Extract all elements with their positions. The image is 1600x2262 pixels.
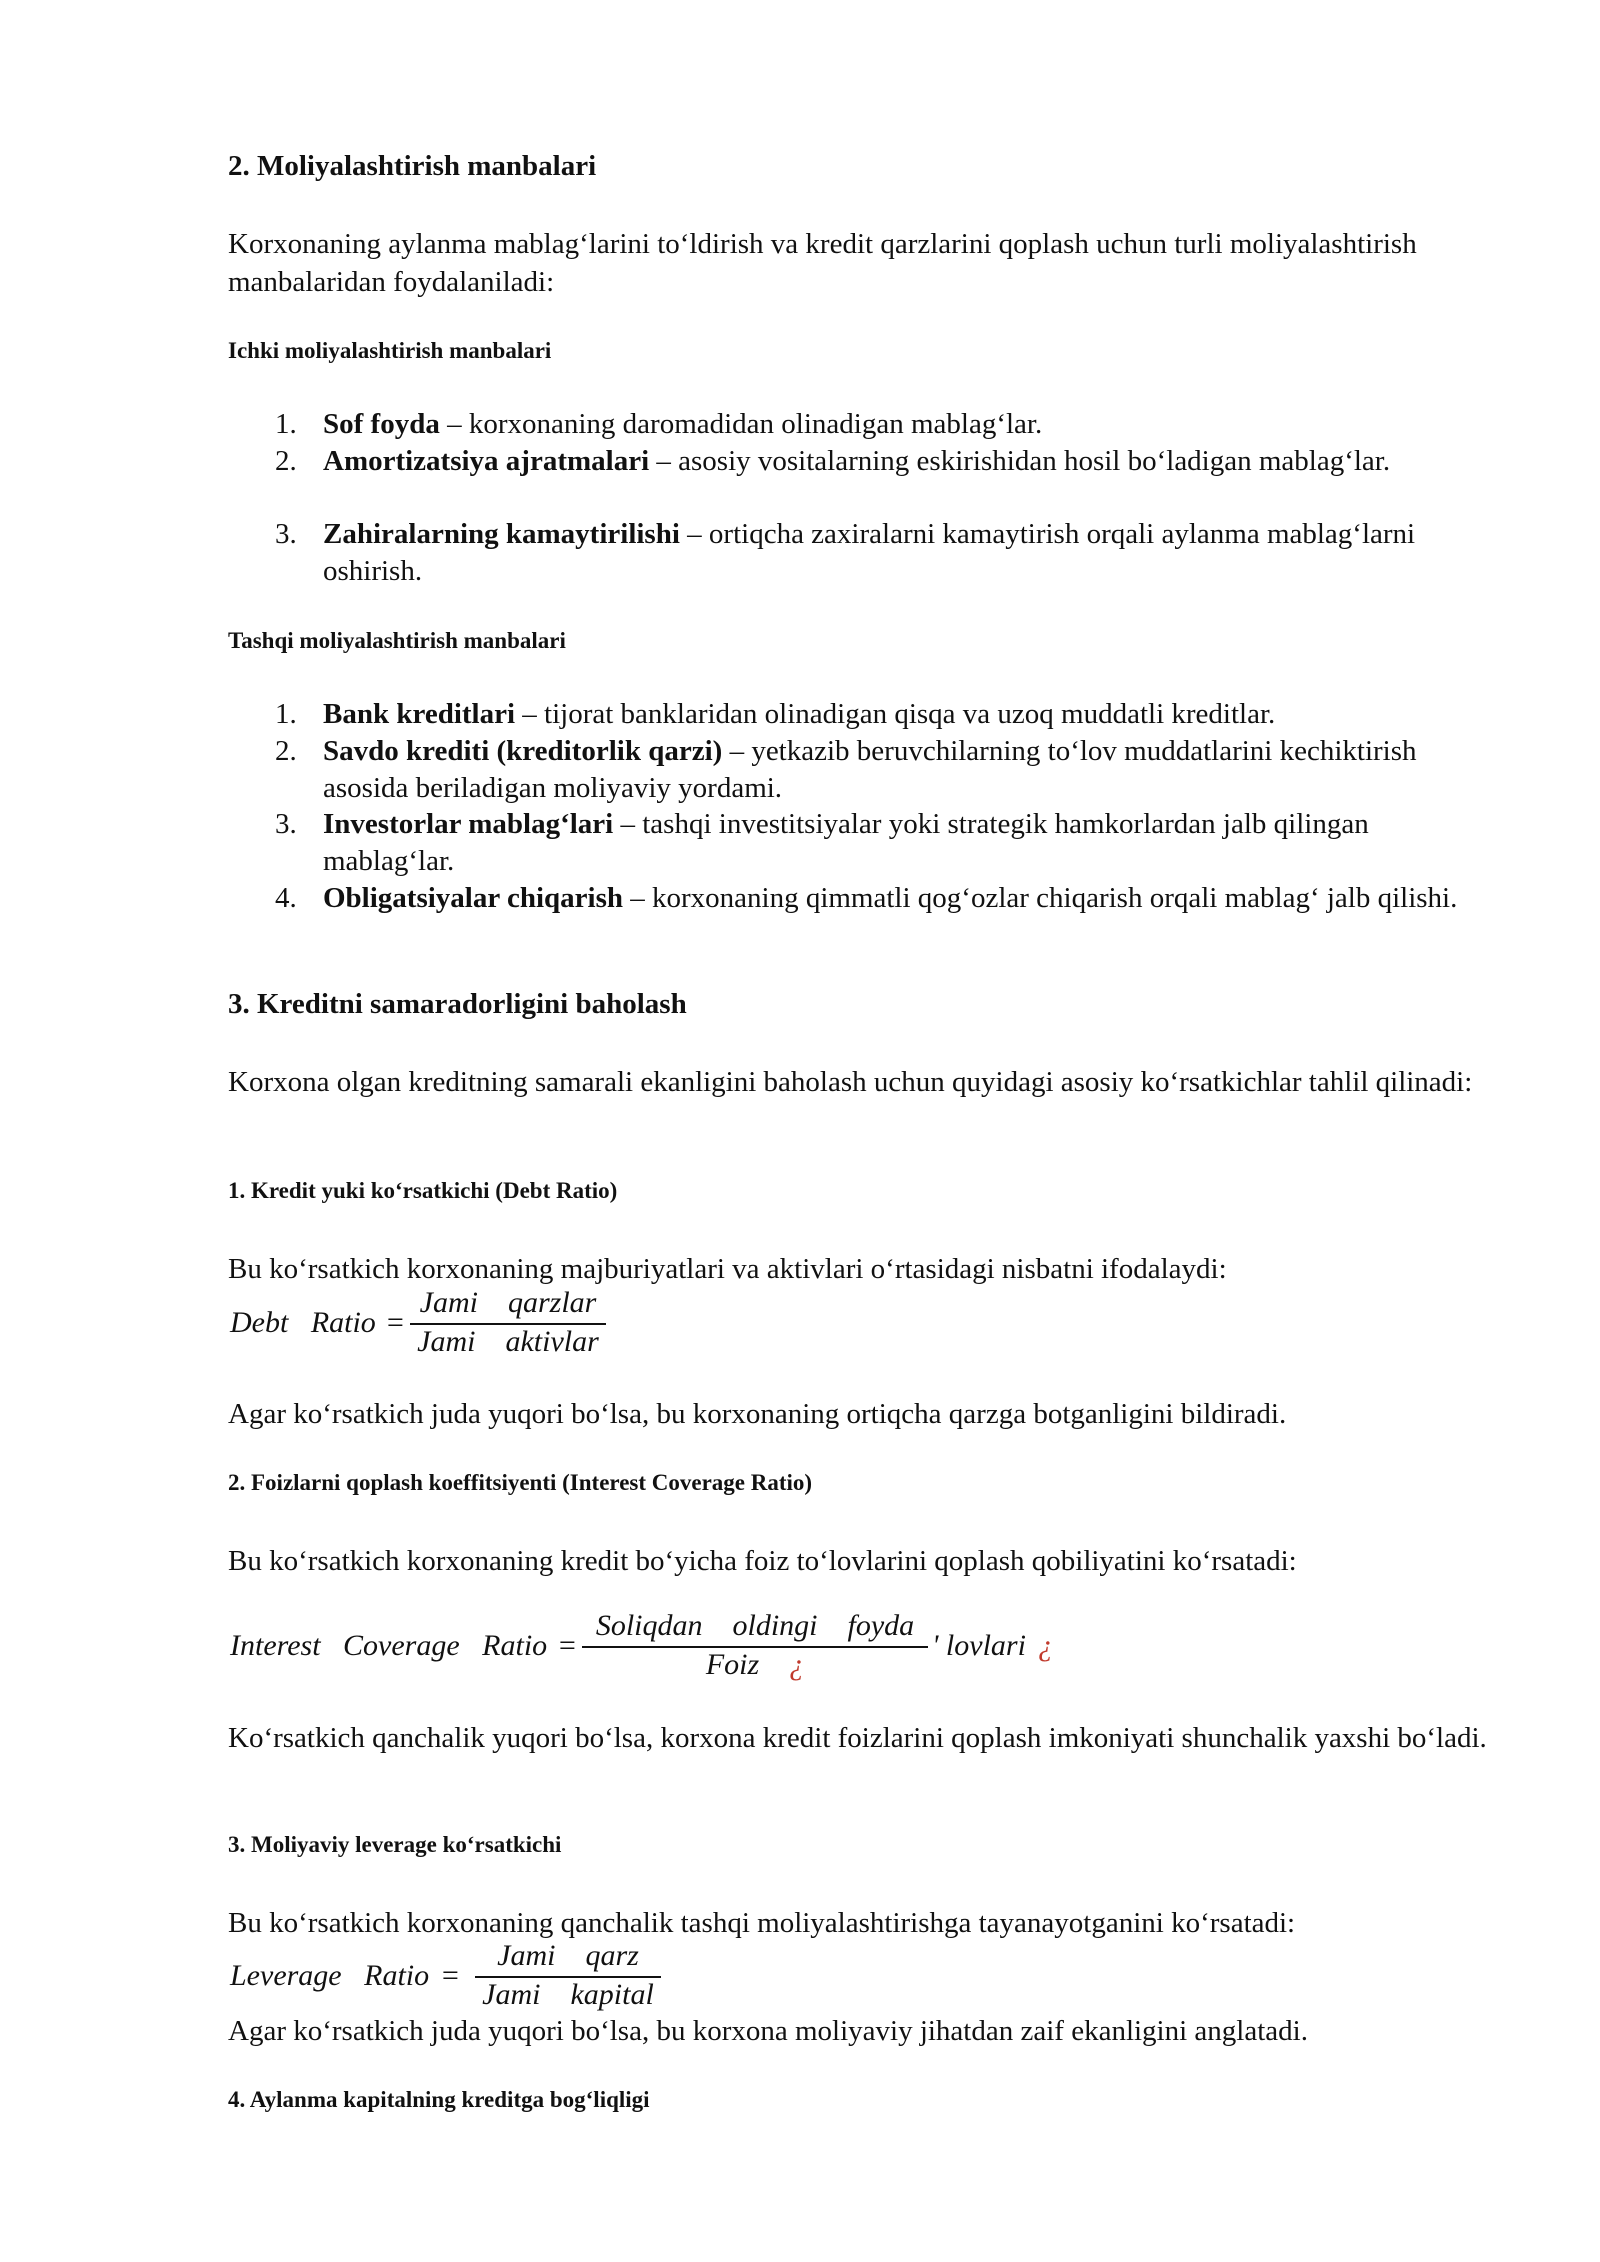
formula-equals: =: [440, 1959, 461, 1992]
indicator-heading: 4. Aylanma kapitalning kreditga bog‘liqligi: [228, 2087, 650, 2112]
encoding-error-glyph: ¿: [1038, 1629, 1053, 1662]
leverage-ratio-formula: [230, 1939, 700, 2016]
section-intro: Korxona olgan kreditning samarali ekanligini baholash uchun quyidagi asosiy ko‘rsatkichlar tahlil qilinadi:: [228, 1066, 1473, 1098]
formula-lhs: Interest Coverage Ratio: [230, 1629, 548, 1662]
list-item: [275, 733, 1503, 807]
list-number: 3.: [275, 808, 297, 840]
list-text: – tashqi investitsiyalar yoki strategik hamkorlardan jalb qilingan mablag‘lar.: [323, 808, 1369, 877]
formula-numerator: Soliqdan oldingi foyda: [595, 1609, 915, 1642]
list-item: [275, 406, 1503, 443]
list-text: – yetkazib beruvchilarning to‘lov muddatlarini kechiktirish asosida beriladigan moliyaviy yordami.: [323, 735, 1417, 804]
formula-numerator: Jami qarz: [497, 1939, 639, 1972]
list-number: 1.: [275, 408, 297, 440]
interest-coverage-formula: [230, 1609, 1080, 1686]
list-number: 1.: [275, 698, 297, 730]
subsection-heading: Ichki moliyalashtirish manbalari: [228, 338, 552, 363]
indicator-description: Bu ko‘rsatkich korxonaning kredit bo‘yicha foiz to‘lovlarini qoplash qobiliyatini ko‘rsatadi:: [228, 1545, 1297, 1577]
list-number: 4.: [275, 882, 297, 914]
list-text: – tijorat banklaridan olinadigan qisqa va uzoq muddatli kreditlar.: [515, 698, 1276, 730]
section-intro: Korxonaning aylanma mablag‘larini to‘ldirish va kredit qarzlarini qoplash uchun turli moliyalashtirish manbalaridan foydalaniladi:: [228, 228, 1417, 298]
list-term: Savdo krediti (kreditorlik qarzi): [323, 735, 723, 767]
formula-denominator: Foiz ¿: [705, 1648, 805, 1681]
list-text: – korxonaning qimmatli qog‘ozlar chiqarish orqali mablag‘ jalb qilishi.: [622, 882, 1458, 914]
list-item: [275, 806, 1503, 880]
list-text: – ortiqcha zaxiralarni kamaytirish orqali aylanma mablag‘larni oshirish.: [323, 518, 1416, 587]
subsection-heading: Tashqi moliyalashtirish manbalari: [228, 628, 566, 653]
indicator-note: Agar ko‘rsatkich juda yuqori bo‘lsa, bu korxonaning ortiqcha qarzga botganligini bildiradi.: [228, 1398, 1287, 1430]
list-term: Bank kreditlari: [323, 698, 516, 730]
indicator-note: Ko‘rsatkich qanchalik yuqori bo‘lsa, korxona kredit foizlarini qoplash imkoniyati shunchalik yaxshi bo‘ladi.: [228, 1722, 1487, 1754]
section-title: 3. Kreditni samaradorligini baholash: [228, 988, 687, 1020]
indicator-heading: 2. Foizlarni qoplash koeffitsiyenti (Interest Coverage Ratio): [228, 1470, 813, 1495]
list-text: – korxonaning daromadidan olinadigan mablag‘lar.: [439, 408, 1043, 440]
formula-tail: ' lovlari: [932, 1629, 1026, 1662]
formula-numerator: Jami qarzlar: [419, 1286, 597, 1319]
list-term: Obligatsiyalar chiqarish: [323, 882, 623, 914]
formula-equals: =: [385, 1306, 406, 1339]
formula-equals: =: [557, 1629, 578, 1662]
list-term: Investorlar mablag‘lari: [323, 808, 614, 840]
formula-denominator: Jami kapital: [482, 1978, 654, 2011]
list-item: [275, 516, 1503, 590]
list-item: [275, 880, 1503, 917]
list-term: Amortizatsiya ajratmalari: [323, 445, 650, 477]
list-number: 2.: [275, 445, 297, 477]
section-title: 2. Moliyalashtirish manbalari: [228, 150, 597, 182]
indicator-heading: 3. Moliyaviy leverage ko‘rsatkichi: [228, 1832, 562, 1857]
list-number: 2.: [275, 735, 297, 767]
list-text: – asosiy vositalarning eskirishidan hosil bo‘ladigan mablag‘lar.: [649, 445, 1391, 477]
formula-denominator: Jami aktivlar: [417, 1325, 599, 1358]
list-item: [275, 696, 1503, 733]
list-term: Sof foyda: [323, 408, 440, 440]
list-item: [275, 443, 1503, 480]
encoding-error-glyph: ¿: [789, 1648, 805, 1681]
indicator-heading: 1. Kredit yuki ko‘rsatkichi (Debt Ratio): [228, 1178, 618, 1203]
indicator-description: Bu ko‘rsatkich korxonaning majburiyatlari va aktivlari o‘rtasidagi nisbatni ifodalaydi:: [228, 1253, 1227, 1285]
formula-lhs: Debt Ratio: [230, 1306, 376, 1339]
indicator-note: Agar ko‘rsatkich juda yuqori bo‘lsa, bu korxona moliyaviy jihatdan zaif ekanligini anglatadi.: [228, 2015, 1308, 2047]
list-term: Zahiralarning kamaytirilishi: [323, 518, 680, 550]
list-number: 3.: [275, 518, 297, 550]
indicator-description: Bu ko‘rsatkich korxonaning qanchalik tashqi moliyalashtirishga tayanayotganini ko‘rsatadi:: [228, 1907, 1296, 1939]
debt-ratio-formula: [230, 1286, 650, 1363]
formula-lhs: Leverage Ratio: [230, 1959, 430, 1992]
